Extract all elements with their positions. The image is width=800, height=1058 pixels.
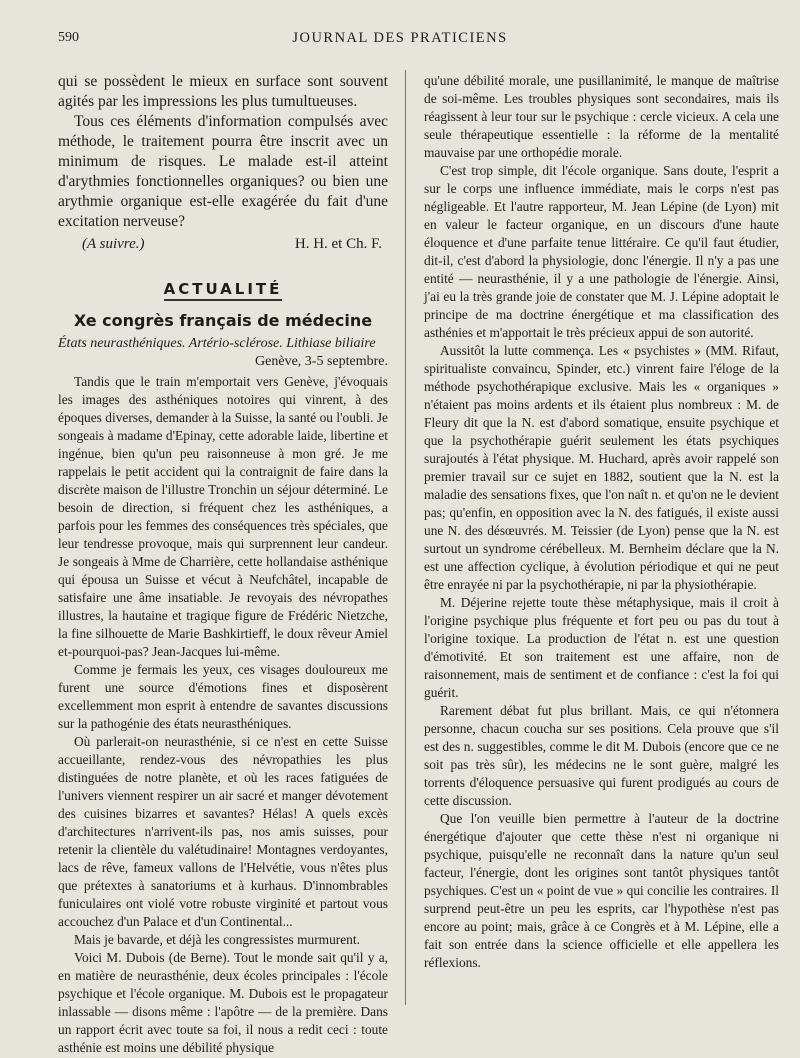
article-paragraph: Où parlerait-on neurasthénie, si ce n'est en cette Suisse accueillante, rendez-vous des névropathies les plus distinguées de notre planète, et où les races fatiguées de l'univers viennent respirer un air sacré et manger dévotement des cuisines bizarres et savantes? Hélas! A quels excès d'architectures n'arrivent-ils pas, nos amis suisses, pour retenir la clientèle du valétudinaire! Montagnes verdoyantes, lacs de rêve, fameux vallons de l'Helvétie, vous n'êtes plus que prétextes à sanatoriums et à kurhaus. D'innombrables funiculaires ont violé votre robuste virginité et partout vous accouchez d'un Palace et d'un Continental... — [58, 734, 388, 929]
a-suivre-note: (A suivre.) — [82, 236, 145, 252]
article-paragraph: Tandis que le train m'emportait vers Genève, j'évoquais les images des asthéniques notoires qui vinrent, à des époques diverses, demander à la Suisse, la santé ou l'oubli. Je songeais à madame d'Epinay, cette adorable laide, libertine et ingénue, bien qu'un peu raisonneuse à mon gré. Je me rappelais le petit accident qui la contraignit de faire dans la discrète maison de l'illustre Tronchin un séjour déterminé. Le besoin de direction, si fréquent chez les asthéniques, a parfois pour les femmes des conséquences très spéciales, que leur tendresse provoque, mais qui surprennent leur candeur. Je songeais à Mme de Charrière, cette hollandaise asthénique qui épousa un Suisse et vécut à Neufchâtel, incapable de satisfaire une âme insatiable. Je revoyais des névropathes illustres, la hautaine et tragique figure de Frédéric Nietzche, la fine silhouette de Marie Bashkirtieff, le doux rêveur Amiel et-pourquoi-pas? Jean-Jacques lui-même. — [58, 374, 388, 659]
journal-title: JOURNAL DES PRATICIENS — [292, 30, 508, 46]
dateline: Genève, 3-5 septembre. — [255, 354, 388, 369]
signature-line — [58, 234, 388, 254]
article-paragraph: M. Déjerine rejette toute thèse métaphysique, mais il croit à l'origine psychique plus fréquente et fort peu ou pas du tout à l'origine toxique. La production de l'état n. est une question d'émotivité. Et son traitement est une affaire, non de raisonnement, mais de sentiment et de confiance : c'est la foi qui guérit. — [424, 595, 779, 700]
intro-paragraph-2: Tous ces éléments d'information compulsés avec méthode, le traitement pourra être inscrit avec un minimum de risques. Le malade est-il atteint d'arythmies fonctionnelles organiques? ou bien une arythmie organique est-elle exagérée du fait d'une excitation nerveuse? — [58, 113, 388, 230]
running-header — [0, 30, 800, 50]
article-paragraph: Mais je bavarde, et déjà les congressistes murmurent. — [74, 932, 360, 947]
page-number: 590 — [58, 30, 79, 45]
section-rubric — [58, 280, 388, 298]
left-column — [58, 72, 388, 1057]
article-paragraph: Que l'on veuille bien permettre à l'auteur de la doctrine énergétique d'ajouter que cette thèse n'est ni organique ni psychique, puisqu'elle ne reconnaît dans la nature qu'un seul facteur, l'énergie, dont les origines sont tantôt physiques tantôt psychiques. C'est un « point de vue » qui concilie les contraires. Il surprend peut-être un peu les esprits, car l'hypothèse n'est pas encore au point; mais, grâce à ce Congrès et à M. Lépine, elle a fait son entrée dans la science officielle et elle appellera les réflexions. — [424, 811, 779, 970]
right-column — [424, 72, 779, 972]
article-paragraph: Voici M. Dubois (de Berne). Tout le monde sait qu'il y a, en matière de neurasthénie, deux écoles principales : l'école psychique et l'école organique. M. Dubois est le propagateur inlassable — disons même : l'apôtre — de la première. Dans un rapport écrit avec toute sa foi, il nous a redit ceci : toute asthénie est moins une débilité physique — [58, 950, 388, 1055]
intro-paragraph-1: qui se possèdent le mieux en surface sont souvent agités par les impressions les plus tumultueuses. — [58, 73, 388, 110]
article-paragraph: C'est trop simple, dit l'école organique. Sans doute, l'esprit a sur le corps une influence immédiate, mais le corps n'est pas négligeable. Et l'autre rapporteur, M. Jean Lépine (de Lyon) mit en valeur le facteur organique, en un discours d'une haute éloquence et d'une parfaite tenue littéraire. Ce qu'il faut étudier, dit-il, c'est d'abord la physiologie, donc l'énergie. Il n'y a pas une entité — neurasthénie, il y a une pathologie de l'énergie. Ainsi, j'ai eu la très grande joie de constater que M. J. Lépine adoptait le principe de ma doctrine énergétique et ma classification des asthénies et m'apportait le très précieux appui de son autorité. — [424, 163, 779, 340]
authors-signature: H. H. et Ch. F. — [294, 236, 382, 252]
article-paragraph: qu'une débilité morale, une pusillanimité, le manque de maîtrise de soi-même. Les troubles physiques sont secondaires, mais ils réagissent à leur tour sur le psychique : cercle vicieux. A cela une seule thérapeutique essentielle : la réforme de la mentalité mauvaise par une orthopédie morale. — [424, 73, 779, 160]
article-paragraph: Comme je fermais les yeux, ces visages douloureux me furent une source d'émotions fines et disposèrent excellemment mon esprit à entendre de savantes discussions sur la pathogénie des états neurasthéniques. — [58, 662, 388, 731]
article-paragraph: Rarement débat fut plus brillant. Mais, ce qui n'étonnera personne, chacun coucha sur ses positions. Cela prouve que s'il est des n. suggestibles, comme le dit M. Dubois (encore que ce ne soit pas très sûr), les médecins ne le sont guère, malgré les torrents d'éloquence persuasive qui furent prodigués au cours de cette discussion. — [424, 703, 779, 808]
article-paragraph: Aussitôt la lutte commença. Les « psychistes » (MM. Rifaut, spiritualiste convaincu, Spinder, etc.) vinrent faire l'éloge de la méthode psychothérapique exclusive. Mais les « organiques » n'étaient pas moins ardents et ils étaient plus nombreux : M. de Fleury dit que la N. est d'abord somatique, ensuite psychique et que la psychothérapie guérit seulement les états psychiques surajoutés à l'état physique. M. Huchard, après avoir rappelé son premier travail sur ce sujet en 1882, soutient que la N. est la maladie des sensations fixes, que l'on naît n. et qu'on ne le devient pas; qu'enfin, en opposition avec la N. des fatigués, il existe aussi une N. des désœuvrés. M. Teissier (de Lyon) pense que la N. est surtout un syndrome cérébelleux. M. Bernheim déclare que la N. est une affection cyclique, à évolution périodique et qui ne peut être enrayée ni par la psychothérapie, ni par la physiothérapie. — [424, 343, 779, 592]
congress-title: Xe congrès français de médecine — [73, 311, 373, 330]
rubric-label: ACTUALITÉ — [164, 280, 283, 301]
congress-subtitle: États neurasthéniques. Artério-sclérose. Lithiase biliaire — [58, 336, 376, 351]
column-divider — [405, 70, 406, 1005]
